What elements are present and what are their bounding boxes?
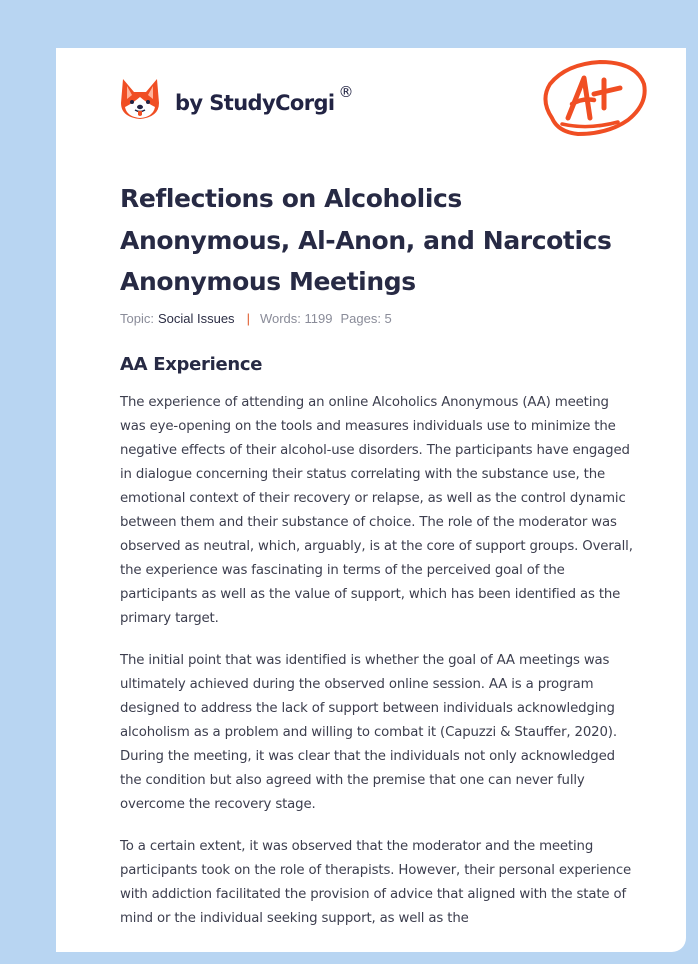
- a-plus-grade-icon: [538, 58, 648, 138]
- meta-separator: |: [246, 311, 250, 326]
- paragraph: The experience of attending an online Alcoholics Anonymous (AA) meeting was eye-opening on the tools and measures individuals use to minimize the negative effects of their alcohol-use disorders. The participants have engaged in dialogue concerning their status correlating with the substance use, the emotional context of their recovery or relapse, as well as the control dynamic between them and their substance of choice. The role of the moderator was observed as neutral, which, arguably, is at the core of support groups. Overall, the experience was fascinating in terms of the perceived goal of the participants as well as the value of support, which has been identified as the primary target.: [120, 395, 633, 626]
- article-meta: [120, 311, 392, 326]
- paragraph: The initial point that was identified is whether the goal of AA meetings was ultimately achieved during the observed online session. AA is a program designed to address the lack of support between individuals acknowledging alcoholism as a problem and willing to combat it (Capuzzi & Stauffer, 2020). During the meeting, it was clear that the individuals not only acknowledged the condition but also agreed with the premise that one can never fully overcome the recovery stage.: [120, 653, 617, 812]
- article-body: [120, 391, 636, 949]
- paragraph: To a certain extent, it was observed that the moderator and the meeting participants took on the role of therapists. However, their personal experience with addiction facilitated the provision of advice that aligned with the state of mind or the individual seeking support, as well as the: [120, 839, 632, 926]
- registered-mark: ®: [338, 83, 354, 101]
- corgi-logo-icon: [120, 77, 160, 121]
- word-count: Words: 1199: [259, 311, 333, 326]
- section-heading: AA Experience: [120, 354, 263, 375]
- document-card: [56, 48, 686, 952]
- page-count: Pages: 5: [340, 311, 392, 326]
- topic-link[interactable]: Social Issues: [157, 311, 235, 326]
- brand-logo[interactable]: [120, 74, 354, 124]
- brand-name: by StudyCorgi: [175, 91, 335, 115]
- page-title: Reflections on Alcoholics Anonymous, Al-Anon, and Narcotics Anonymous Meetings: [120, 184, 612, 296]
- topic-label: Topic:: [120, 311, 154, 326]
